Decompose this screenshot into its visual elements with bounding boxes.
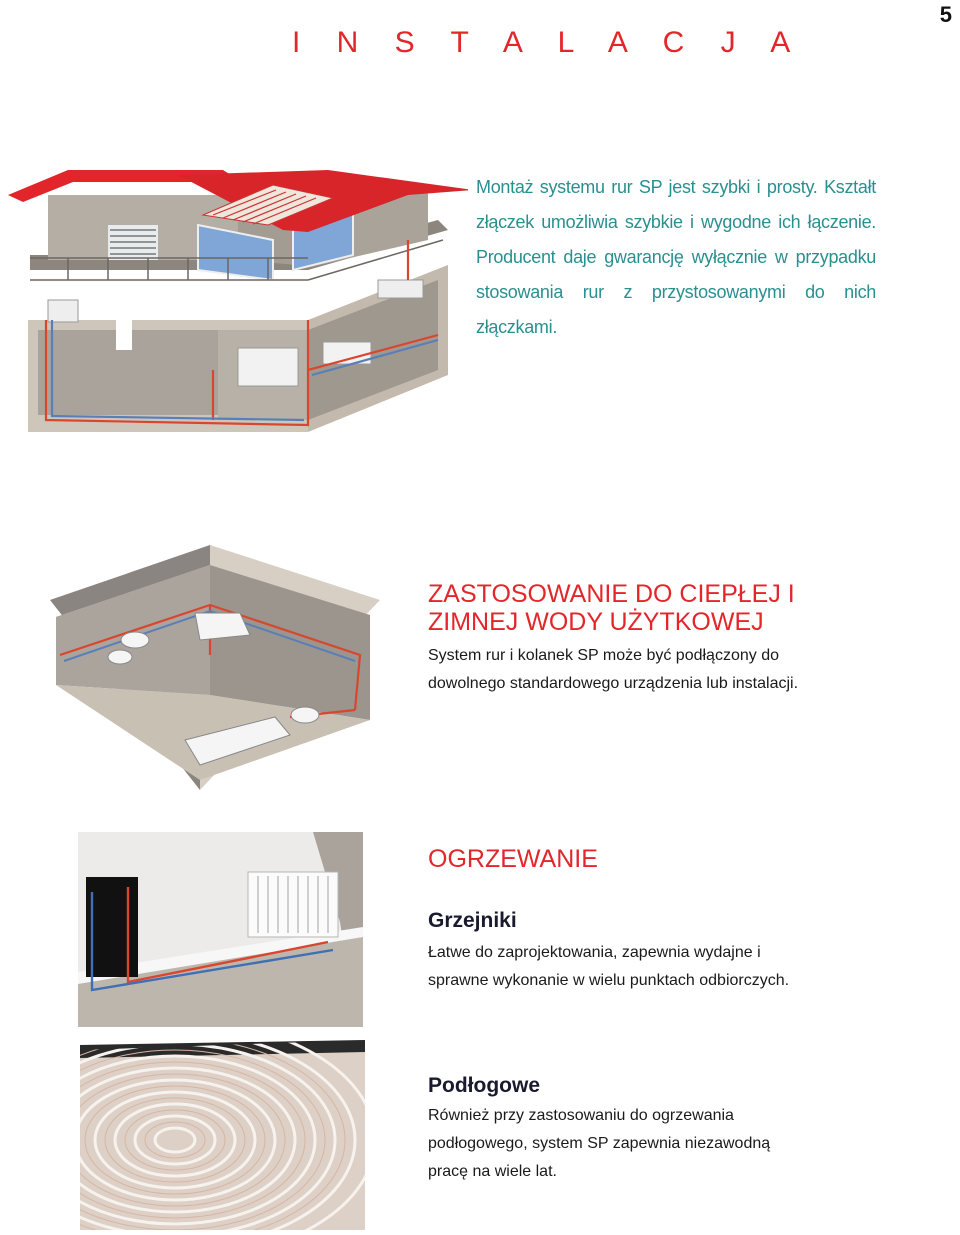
intro-paragraph: Montaż systemu rur SP jest szybki i prosty. Kształt złączek umożliwia szybkie i wygodne ich łączenie. Producent daje gwarancję wyłącznie w przypadku stosowania rur z przystosowanymi do nich złączkami.	[476, 177, 876, 337]
page-title: I N S T A L A C J A	[292, 26, 805, 59]
water-text-line2: dowolnego standardowego urządzenia lub instalacji.	[428, 675, 799, 692]
water-heading-line2: ZIMNEJ WODY UŻYTKOWEJ	[428, 608, 764, 636]
water-text-line1: System rur i kolanek SP może być podłączony do	[428, 647, 779, 664]
heating-heading: OGRZEWANIE	[428, 845, 598, 873]
floor-text-line2: podłogowego, system SP zapewnia niezawodną	[428, 1135, 771, 1152]
radiators-text-line2: sprawne wykonanie w wielu punktach odbiorczych.	[428, 972, 790, 989]
water-heading-line1: ZASTOSOWANIE DO CIEPŁEJ I	[428, 580, 795, 608]
bathroom-illustration	[50, 545, 405, 790]
radiators-subheading: Grzejniki	[428, 909, 517, 932]
heating-section	[428, 845, 898, 995]
radiator-illustration	[78, 832, 363, 1027]
floor-subheading: Podłogowe	[428, 1074, 540, 1097]
floor-text-line1: Również przy zastosowaniu do ogrzewania	[428, 1107, 734, 1124]
page-number: 5	[939, 2, 952, 27]
house-illustration	[8, 170, 468, 432]
radiators-text-line1: Łatwe do zaprojektowania, zapewnia wydajne i	[428, 944, 761, 961]
water-section	[428, 580, 888, 698]
floor-heating-illustration	[80, 1040, 365, 1230]
floor-text-line3: pracę na wiele lat.	[428, 1163, 557, 1180]
floor-section	[428, 1074, 898, 1186]
